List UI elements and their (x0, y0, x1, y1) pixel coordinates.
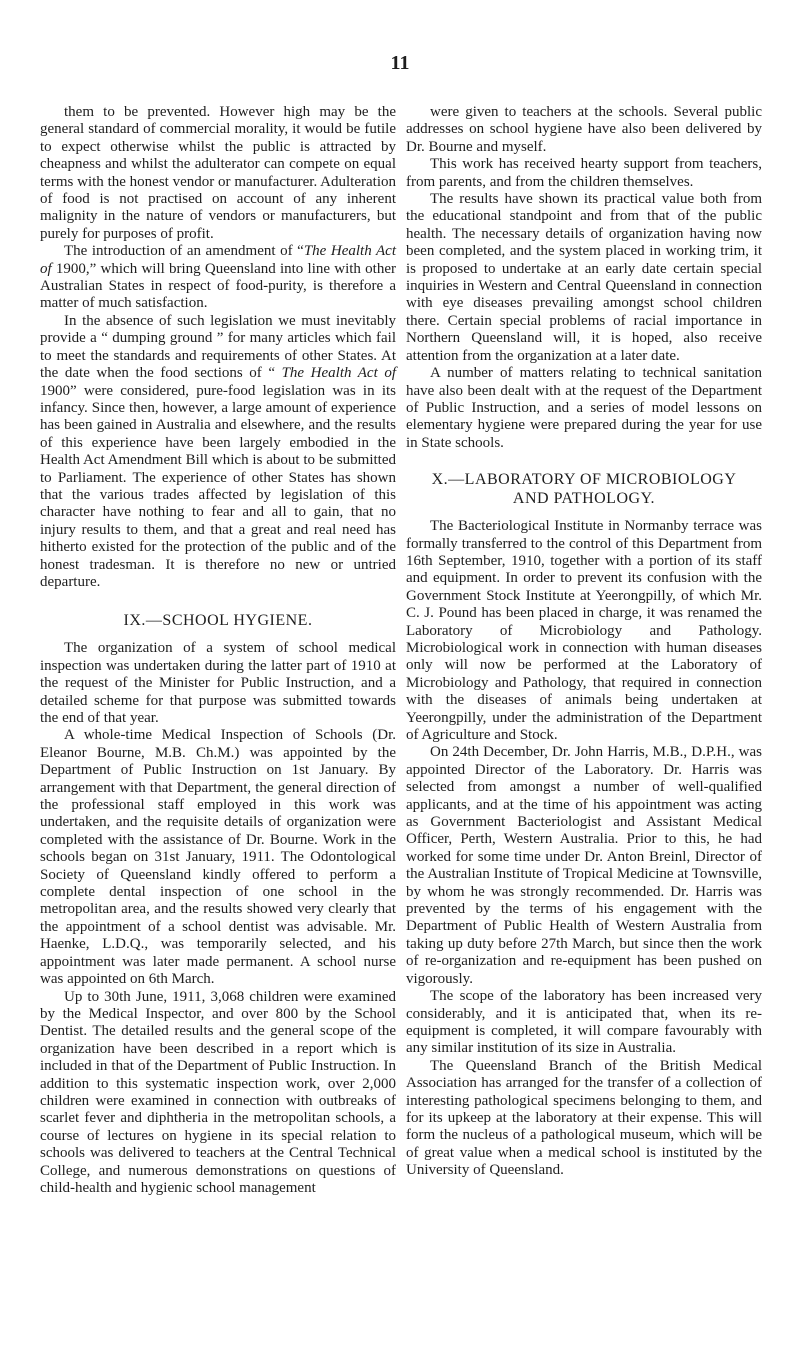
paragraph (40, 243, 396, 313)
left-column (40, 104, 396, 1197)
paragraph: On 24th December, Dr. John Harris, M.B., D.P.H., was appointed Director of the Laboratory. Dr. Harris was selected from amongst a number of well-qualified applicants, and at the time of his appointment was acting as Government Bacteriologist and Assistant Medical Officer, Perth, Western Australia. Prior to this, he had worked for some time under Dr. Anton Breinl, Director of the Australian Institute of Tropical Medicine at Townsville, by whom he was strongly recommended. Dr. Harris was prevented by the terms of his engagement with the Department of Public Health of Western Australia from taking up duty before 27th March, but since then the work of re-organization and re-equipment has been pushed on vigorously. (406, 744, 762, 987)
paragraph: Up to 30th June, 1911, 3,068 children were examined by the Medical Inspector, and over 800 by the School Dentist. The detailed results and the general scope of the organization have been described in a report which is included in that of the Department of Public Instruction. In addition to this systematic inspection work, over 2,000 children were examined in connection with outbreaks of scarlet fever and diphtheria in the metropolitan schools, a course of lectures on hygiene in its special relation to schools was delivered to teachers at the Central Technical College, and numerous demonstrations on questions of child-health and hygienic school management (40, 988, 396, 1196)
text-run: 1900” were considered, pure-food legislation was in its infancy. Since then, however, a large amount of experience has been gained in Australia and elsewhere, and the results of this experience have been largely embodied in the Health Act Amendment Bill which is about to be submitted to Parliament. The experience of other States has shown that the various trades affected by legislation of this character have nothing to fear and all to gain, that no injury results to them, and that a great and real need has hitherto existed for the protection of the public and of the honest tradesman. It is therefore no new or untried departure. (40, 382, 396, 590)
paragraph: them to be prevented. However high may be the general standard of commercial morality, it would be futile to expect otherwise whilst the public is attracted by cheapness and whilst the adulterator can compete on equal terms with the honest vendor or manufacturer. Adulteration of food is not practised on account of any inherent malignity in the nature of vendors or manufacturers, but purely for purposes of profit. (40, 104, 396, 242)
section-heading-school-hygiene: IX.—SCHOOL HYGIENE. (123, 612, 313, 630)
text-run: 1900,” which will bring Queensland into line with other Australian States in respect of food-purity, is therefore a matter of much satisfaction. (40, 260, 396, 312)
paragraph: This work has received hearty support from teachers, from parents, and from the children themselves. (406, 156, 762, 190)
text-run: The introduction of an amendment of “ (64, 243, 304, 260)
paragraph: The Queensland Branch of the British Medical Association has arranged for the transfer of a collection of interesting pathological specimens belonging to them, and for its upkeep at the laboratory at their expense. This will form the nucleus of a pathological museum, which will be of great value when a medical school is instituted by the University of Queensland. (406, 1057, 762, 1179)
page-number: 11 (390, 52, 410, 74)
heading-line: AND PATHOLOGY. (512, 490, 656, 508)
heading-line: X.—LABORATORY OF MICROBIOLOGY (431, 471, 737, 489)
paragraph: were given to teachers at the schools. Several public addresses on school hygiene have also been delivered by Dr. Bourne and myself. (406, 104, 762, 155)
paragraph: The organization of a system of school medical inspection was undertaken during the latter part of 1910 at the request of the Minister for Public Instruction, and a detailed scheme for that purpose was submitted towards the end of that year. (40, 640, 396, 726)
act-title: The Health Act of (281, 365, 396, 382)
paragraph: A number of matters relating to technical sanitation have also been dealt with at the request of the Department of Public Instruction, and a series of model lessons on elementary hygiene were prepared during the year for use in State schools. (406, 365, 762, 451)
right-column (406, 104, 762, 1180)
paragraph: The results have shown its practical value both from the educational standpoint and from that of the public health. The necessary details of organization having now been completed, and the system placed in working trim, it is proposed to undertake at an early date certain special inquiries in Western and Central Queensland in connection with eye diseases prevailing amongst school children there. Certain special problems of racial importance in Northern Queensland will, it is hoped, also receive attention from the organization at a later date. (406, 191, 762, 364)
paragraph: A whole-time Medical Inspection of Schools (Dr. Eleanor Bourne, M.B. Ch.M.) was appointed by the Department of Public Instruction on 1st January. By arrangement with that Department, the general direction of the professional staff employed in this work was undertaken, and the requisite details of organization were completed with the assistance of Dr. Bourne. Work in the schools began on 31st January, 1911. The Odontological Society of Queensland kindly offered to perform a complete dental inspection of one school in the metropolitan area, and the results showed very clearly that the appointment of a school dentist was advisable. Mr. Haenke, L.D.Q., was temporarily selected, and his appointment was later made permanent. A school nurse was appointed on 6th March. (40, 727, 396, 988)
paragraph: The scope of the laboratory has been increased very considerably, and it is anticipated that, when its re-equipment is completed, it will compare favourably with any similar institution of its size in Australia. (406, 988, 762, 1057)
act-title: The Health Act of (40, 243, 396, 277)
paragraph (40, 313, 396, 592)
section-heading-laboratory (406, 470, 762, 508)
paragraph: The Bacteriological Institute in Normanby terrace was formally transferred to the control of this Department from 16th September, 1910, together with a portion of its staff and equipment. In order to prevent its confusion with the Government Stock Institute at Yeerongpilly, of which Mr. C. J. Pound has been placed in charge, it was renamed the Laboratory of Microbiology and Pathology. Microbiological work in connection with human diseases only will now be performed at the Laboratory of Microbiology and Pathology, that required in connection with the diseases of animals being undertaken at Yeerongpilly, under the administration of the Department of Agriculture and Stock. (406, 518, 762, 743)
text-run: In the absence of such legislation we must inevitably provide a “ dumping ground ” for many articles which fail to meet the standards and requirements of other States. At the date when the food sections of “ (40, 312, 396, 382)
